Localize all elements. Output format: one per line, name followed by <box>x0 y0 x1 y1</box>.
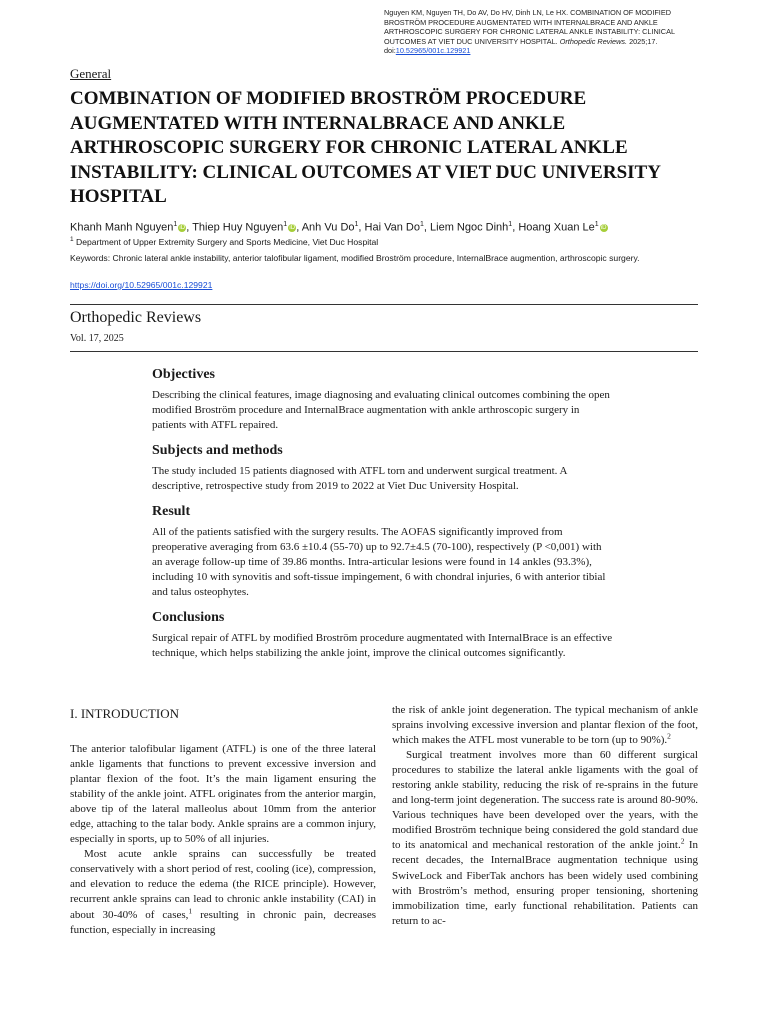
reference-marker[interactable]: 1 <box>188 905 193 915</box>
citation-text: Nguyen KM, Nguyen TH, Do AV, Do HV, Dinh LN, Le HX. COMBINATION OF MODIFIED BROSTRÖM PROCEDURE AUGMENTATED WITH INTERNALBRACE AND ANKLE ARTHROSCOPIC SURGERY FOR CHRONIC LATERAL ANKLE INSTABILITY: CLINICAL OUTCOMES AT VIET DUC UNIVERSITY HOSPITAL. <box>384 8 675 46</box>
body-column-right <box>392 703 698 929</box>
author-name: Khanh Manh Nguyen <box>70 221 174 234</box>
orcid-icon[interactable]: iD <box>179 224 186 231</box>
keywords: Keywords: Chronic lateral ankle instability, anterior talofibular ligament, modified Broström procedure, InternalBrace augmention, arthroscopic surgery. <box>70 253 640 263</box>
author-name: Liem Ngoc Dinh <box>430 221 509 234</box>
abstract-objectives: Describing the clinical features, image diagnosing and evaluating clinical outcomes combining the open modified Broström procedure and InternalBrace augmentation with ankle arthroscopic surgery in patients with ATFL repaired. <box>152 389 610 431</box>
author-name: Hoang Xuan Le <box>518 221 595 234</box>
abstract-result: All of the patients satisfied with the surgery results. The AOFAS significantly improved from preoperative averaging from 63.6 ±10.4 (55-70) up to 92.7±4.5 (70-100), respectively (P <0,001) with an average follow-up time of 39.86 months. Intra-articular lesions were found in 14 ankles (93.3%), including 10 with synovitis and soft-tissue impingement, 6 with chondral injuries, 6 with anterior tibial and talus osteophytes. <box>152 526 606 598</box>
section-tag[interactable]: General <box>70 66 112 81</box>
abstract <box>152 366 614 670</box>
abstract-heading-conclusions: Conclusions <box>152 610 225 625</box>
abstract-methods: The study included 15 patients diagnosed with ATFL torn and underwent surgical treatment. A descriptive, retrospective study from 2019 to 2022 at Viet Duc University Hospital. <box>152 465 567 492</box>
journal-name: Orthopedic Reviews <box>70 309 202 326</box>
citation-doi-link[interactable]: 10.52965/001c.129921 <box>395 46 471 56</box>
reference-marker[interactable]: 2 <box>667 731 671 741</box>
section-heading-introduction: I. INTRODUCTION <box>70 706 180 721</box>
abstract-heading-result: Result <box>152 504 191 519</box>
orcid-icon[interactable]: iD <box>289 224 296 231</box>
body-paragraph: The anterior talofibular ligament (ATFL) is one of the three lateral ankle ligaments that functions to prevent excessive inversion and plantar flexion of the foot. It’s the main ligament ensuring the stability of the ankle joint. ATFL originates from the anterior margin, above tip of the lateral malleolus about 10mm from the anterior edge, attaching to the talar body. Ankle sprains are a common injury, especially in sports, up to 50% of all injuries. <box>70 743 376 846</box>
author-name: Anh Vu Do <box>301 221 355 234</box>
volume-info: Vol. 17, 2025 <box>70 333 124 344</box>
reference-marker[interactable]: 2 <box>680 836 685 846</box>
author-name: Thiep Huy Nguyen <box>192 221 284 234</box>
author-name: Hai Van Do <box>364 221 420 234</box>
abstract-heading-objectives: Objectives <box>152 367 215 382</box>
body-column-left <box>70 706 376 938</box>
doi-link[interactable]: https://doi.org/10.52965/001c.129921 <box>70 280 213 290</box>
body-paragraph: Surgical treatment involves more than 60 different surgical procedures to stabilize the lateral ankle ligaments with the goal of restoring ankle stability, reducing the risk of re-sprains in the future and long-term joint degeneration. The success rate is around 80-90%. Various techniques have been developed over the years, with the modified Broström technique being considered the gold standard due to its anatomical and mechanical restoration of the ankle joint.$^2$ In recent decades, the InternalBrace augmentation technique using SwiveLock and FiberTak anchors has been widely used combining with Broström’s method, ensuring proper tensioning, shortening immobilization time, early functional rehabilitation. Patients can return to ac- <box>392 749 699 927</box>
divider <box>70 351 698 352</box>
author-list: Khanh Manh Nguyen$^1$ iD, Thiep Huy Nguyen$^1$ iD, Anh Vu Do$^1$, Hai Van Do$^1$, Liem Ngoc Dinh$^1$, Hoang Xuan Le$^1$ iD <box>70 221 607 234</box>
citation-block <box>384 8 704 56</box>
citation-doi-label: doi: <box>384 46 396 56</box>
body-paragraph: the risk of ankle joint degeneration. The typical mechanism of ankle sprains involving excessive inversion and plantar flexion of the foot, which makes the ATFL most vunerable to be torn (up to 90%).$^2$ <box>392 704 698 747</box>
orcid-icon[interactable]: iD <box>600 224 607 231</box>
divider <box>70 304 698 305</box>
affiliation: $^1$ Department of Upper Extremity Surgery and Sports Medicine, Viet Duc Hospital <box>70 236 379 247</box>
citation-year-volume: 2025;17. <box>629 36 658 46</box>
doi-link-container <box>70 280 212 290</box>
article-title: COMBINATION OF MODIFIED BROSTRÖM PROCEDURE AUGMENTATED WITH INTERNALBRACE AND ANKLE ARTHROSCOPIC SURGERY FOR CHRONIC LATERAL ANKLE INSTABILITY: CLINICAL OUTCOMES AT VIET DUC UNIVERSITY HOSPITAL <box>70 88 661 208</box>
abstract-conclusions: Surgical repair of ATFL by modified Broström procedure augmentated with InternalBrace is an effective technique, which helps stabilizing the ankle joint, improve the clinical outcomes significantly. <box>152 632 613 659</box>
abstract-heading-methods: Subjects and methods <box>152 443 283 458</box>
body-paragraph: Most acute ankle sprains can successfully be treated conservatively with a short period of rest, cooling (ice), compression, and elevation to reduce the edema (the RICE principle). However, recurrent ankle sprains can lead to chronic ankle instability (CAI) in about 30-40% of cases,$^1$ resulting in chronic pain, decreases function, especially in increasing <box>70 848 376 936</box>
citation-journal: Orthopedic Reviews. <box>559 36 628 46</box>
